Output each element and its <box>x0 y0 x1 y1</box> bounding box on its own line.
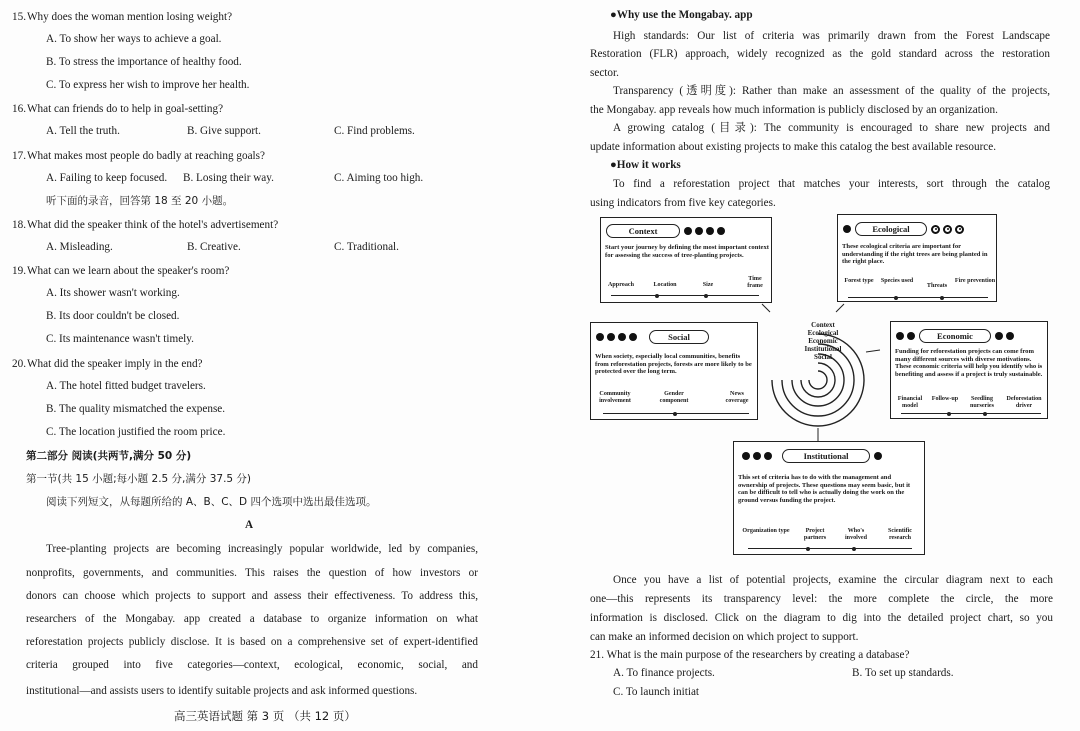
question-18-option-b[interactable]: B. Creative. <box>187 241 241 253</box>
dot-icon <box>629 333 637 341</box>
ring-dot-icon <box>955 225 964 234</box>
para-transparency: Transparency (透明度): Rather than make an assessment of the quality of the projects, <box>613 85 1050 97</box>
dot-icon <box>596 333 604 341</box>
question-number: 19. <box>12 265 26 277</box>
category-description: These ecological criteria are important for understanding if the right trees are being planted in the right place. <box>842 243 988 266</box>
indicator-label: Gender component <box>659 391 689 404</box>
indicator-label: Threats <box>926 283 948 289</box>
ring-dot-icon <box>943 225 952 234</box>
category-card-social[interactable] <box>590 322 758 420</box>
indicator-label: Forest type <box>844 278 874 284</box>
page-footer: 高三英语试题 第 3 页 （共 12 页） <box>174 709 356 723</box>
section1-title: 第一节(共 15 小题;每小题 2.5 分,满分 37.5 分) <box>26 473 252 485</box>
passage-line: researchers of the Mongabay. app created a database to organize information on what <box>26 613 478 625</box>
question-21-option-c[interactable]: C. To launch initiat <box>613 686 700 698</box>
question-15-option-a[interactable]: A. To show her ways to achieve a goal. <box>46 33 222 45</box>
dot-icon <box>995 332 1003 340</box>
dot-icon <box>896 332 904 340</box>
category-card-ecological[interactable] <box>837 214 997 302</box>
para-after-diagram: one—this represents its transparency level: the more complete the circle, the more <box>590 593 1053 605</box>
question-number: 20. <box>12 358 26 370</box>
rating-dots <box>931 224 964 234</box>
question-15-option-c[interactable]: C. To express her wish to improve her health. <box>46 79 250 91</box>
indicator-label: Scientific research <box>887 528 913 541</box>
scale-tick <box>947 412 951 416</box>
dot-icon <box>874 452 882 460</box>
section1-instruction: 阅读下列短文，从每题所给的 A、B、C、D 四个选项中选出最佳选项。 <box>46 496 377 508</box>
para-how: using indicators from five key categories. <box>590 197 776 209</box>
question-15-stem: Why does the woman mention losing weight? <box>27 11 233 23</box>
dot-icon <box>753 452 761 460</box>
passage-line: nonprofits, governments, and communities. This raises the question of how investors or <box>26 567 478 579</box>
para-high-standards: Restoration (FLR) approach, widely recognized as the gold standard across the restoration <box>590 48 1050 60</box>
para-transparency: the Mongabay. app reveals how much information is publicly disclosed by an organization. <box>590 104 998 116</box>
para-after-diagram: information is disclosed. Click on the diagram to dig into the detailed project chart, so you <box>590 612 1053 624</box>
heading-how-it-works: ●How it works <box>610 159 681 171</box>
indicator-label: Deforestation driver <box>1006 396 1042 409</box>
dot-icon <box>706 227 714 235</box>
passage-line: Tree-planting projects are becoming increasingly popular worldwide, led by companies, <box>46 543 478 555</box>
indicator-label: Size <box>702 282 714 288</box>
question-number: 15. <box>12 11 26 23</box>
indicator-label: Follow-up <box>931 396 959 402</box>
connector-context <box>762 304 770 312</box>
center-label-institutional: Institutional <box>804 345 842 353</box>
indicator-label: Financial model <box>897 396 923 409</box>
indicator-scale <box>748 548 912 549</box>
para-after-diagram: Once you have a list of potential projects, examine the circular diagram next to each <box>613 574 1053 586</box>
category-description: Funding for reforestation projects can come from many different sources with diverse motivations. These economic criteria will help you identify who is benefiting and assess if a project is truly sustainable. <box>895 348 1043 378</box>
question-21-stem: 21. What is the main purpose of the researchers by creating a database? <box>590 649 910 661</box>
category-title-social: Social <box>649 330 709 344</box>
question-21-option-a[interactable]: A. To finance projects. <box>613 667 715 679</box>
para-how: To find a reforestation project that matches your interests, sort through the catalog <box>613 178 1050 190</box>
question-17-option-b[interactable]: B. Losing their way. <box>183 172 274 184</box>
dot-icon <box>764 452 772 460</box>
arc-social <box>809 371 827 389</box>
question-18-option-a[interactable]: A. Misleading. <box>46 241 113 253</box>
text-fade-overlay <box>710 682 740 702</box>
scale-tick <box>983 412 987 416</box>
rating-dots <box>742 451 772 461</box>
dot-icon <box>907 332 915 340</box>
indicator-label: News coverage <box>725 391 749 404</box>
question-16-stem: What can friends do to help in goal-setting? <box>27 103 224 115</box>
question-18-stem: What did the speaker think of the hotel's advertisement? <box>27 219 279 231</box>
dot-icon <box>607 333 615 341</box>
question-20-option-c[interactable]: C. The location justified the room price. <box>46 426 226 438</box>
category-card-economic[interactable] <box>890 321 1048 419</box>
passage-line: institutional—and assists users to identify suitable projects and ask informed questions. <box>26 685 418 697</box>
rating-dots <box>995 331 1014 341</box>
connector-economic <box>866 350 880 352</box>
indicator-label: Organization type <box>742 528 790 534</box>
category-description: This set of criteria has to do with the management and ownership of projects. These questions may seem basic, but it can be difficult to tell who is actually doing the work on the ground versus funding the project. <box>738 474 911 504</box>
category-description: Start your journey by defining the most important context for assessing the success of tree-planting projects. <box>605 244 769 259</box>
indicator-label: Community involvement <box>599 391 631 404</box>
right-page <box>540 0 1080 731</box>
center-label-context: Context <box>811 321 835 329</box>
question-19-option-a[interactable]: A. Its shower wasn't working. <box>46 287 180 299</box>
category-title-context: Context <box>606 224 680 238</box>
scale-tick <box>940 296 944 300</box>
passage-label: A <box>245 519 254 531</box>
arc-economic <box>792 354 844 406</box>
rating-dots <box>874 451 882 461</box>
question-19-stem: What can we learn about the speaker's room? <box>27 265 230 277</box>
indicator-label: Seedling nurseries <box>969 396 995 409</box>
question-number: 16. <box>12 103 26 115</box>
para-high-standards: sector. <box>590 67 619 79</box>
passage-line: reforestation projects publicly disclose. It is based on a comprehensive set of expert-identified <box>26 636 478 648</box>
question-16-option-b[interactable]: B. Give support. <box>187 125 261 137</box>
question-number: 18. <box>12 219 26 231</box>
center-label-ecological: Ecological <box>807 329 839 337</box>
rating-dots <box>896 331 915 341</box>
scale-tick <box>655 294 659 298</box>
question-20-stem: What did the speaker imply in the end? <box>27 358 203 370</box>
para-catalog: update information about existing projects to make this catalog the best available resource. <box>590 141 997 153</box>
heading-why-use: ●Why use the Mongabay. app <box>610 9 753 21</box>
indicator-label: Fire prevention <box>954 278 996 284</box>
connector-ecological <box>836 304 844 312</box>
question-20-option-b[interactable]: B. The quality mismatched the expense. <box>46 403 226 415</box>
indicator-scale <box>901 413 1041 414</box>
category-title-economic: Economic <box>919 329 991 343</box>
category-card-context[interactable] <box>600 217 772 303</box>
para-catalog: A growing catalog (目录): The community is encouraged to share new projects and <box>613 122 1050 134</box>
rating-dots <box>684 226 725 236</box>
center-label-economic: Economic <box>808 337 838 345</box>
category-title-institutional: Institutional <box>782 449 870 463</box>
part2-title: 第二部分 阅读(共两节,满分 50 分) <box>26 450 192 462</box>
dot-icon <box>684 227 692 235</box>
question-16-option-c[interactable]: C. Find problems. <box>334 125 415 137</box>
indicator-label: Approach <box>608 282 634 288</box>
dot-icon <box>695 227 703 235</box>
rating-dots <box>843 224 851 234</box>
scale-tick <box>704 294 708 298</box>
passage-line: criteria grouped into five categories—context, ecological, economic, social, and <box>26 659 478 671</box>
scale-tick <box>852 547 856 551</box>
category-card-institutional[interactable] <box>733 441 925 555</box>
indicator-scale <box>848 297 988 298</box>
question-19-option-b[interactable]: B. Its door couldn't be closed. <box>46 310 180 322</box>
question-17-stem: What makes most people do badly at reaching goals? <box>27 150 265 162</box>
scale-tick <box>806 547 810 551</box>
question-20-option-a[interactable]: A. The hotel fitted budget travelers. <box>46 380 206 392</box>
question-19-option-c[interactable]: C. Its maintenance wasn't timely. <box>46 333 194 345</box>
ring-dot-icon <box>931 225 940 234</box>
indicator-label: Project partners <box>803 528 827 541</box>
indicator-label: Species used <box>880 278 914 284</box>
question-17-option-a[interactable]: A. Failing to keep focused. <box>46 172 168 184</box>
question-16-option-a[interactable]: A. Tell the truth. <box>46 125 120 137</box>
question-15-option-b[interactable]: B. To stress the importance of healthy food. <box>46 56 242 68</box>
dot-icon <box>618 333 626 341</box>
listening-instruction: 听下面的录音，回答第 18 至 20 小题。 <box>46 195 234 207</box>
center-label-social: Social <box>814 353 832 361</box>
scale-tick <box>894 296 898 300</box>
para-after-diagram: can make an informed decision on which project to support. <box>590 631 859 643</box>
question-17-option-c[interactable]: C. Aiming too high. <box>334 172 424 184</box>
dot-icon <box>742 452 750 460</box>
indicator-scale <box>611 295 759 296</box>
indicator-label: Time frame <box>747 276 763 289</box>
dot-icon <box>717 227 725 235</box>
category-title-ecological: Ecological <box>855 222 927 236</box>
question-number: 17. <box>12 150 26 162</box>
dot-icon <box>1006 332 1014 340</box>
indicator-label: Location <box>653 282 677 288</box>
question-18-option-c[interactable]: C. Traditional. <box>334 241 399 253</box>
passage-line: donors can choose which projects to support and assess their effectiveness. To address this, <box>26 590 478 602</box>
indicator-label: Who's involved <box>844 528 867 541</box>
rating-dots <box>596 332 637 342</box>
dot-icon <box>843 225 851 233</box>
scale-tick <box>673 412 677 416</box>
para-high-standards: High standards: Our list of criteria was primarily drawn from the Forest Landscape <box>613 30 1050 42</box>
category-description: When society, especially local communities, benefits from reforestation projects, forests are more likely to be protected over the long term. <box>595 353 752 376</box>
question-21-option-b[interactable]: B. To set up standards. <box>852 667 954 679</box>
arc-institutional <box>801 363 835 397</box>
